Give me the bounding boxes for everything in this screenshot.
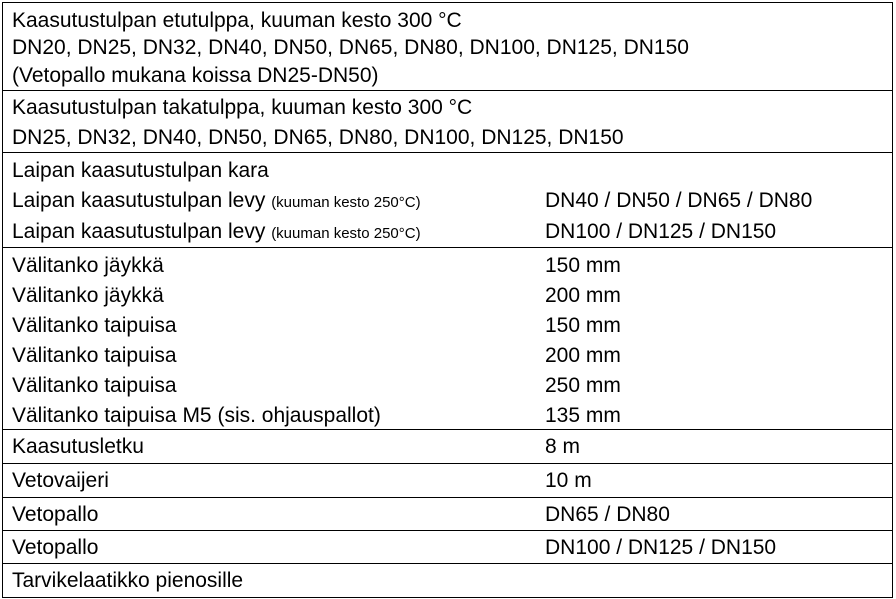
section-accessory-box — [2, 563, 893, 598]
section-pull-ball-small — [2, 497, 893, 531]
table-row-label: Vetopallo — [12, 503, 99, 526]
table-row-value: 200 mm — [545, 284, 621, 307]
table-row-value: 250 mm — [545, 374, 621, 397]
table-row-value: DN65 / DN80 — [545, 503, 670, 526]
table-row-value: DN100 / DN125 / DN150 — [545, 220, 777, 243]
table-row-label: Laipan kaasutustulpan kara — [12, 159, 269, 182]
section-line: DN25, DN32, DN40, DN50, DN65, DN80, DN100, DN125, DN150 — [12, 126, 624, 149]
table-row-value: DN100 / DN125 / DN150 — [545, 536, 777, 559]
row-label-text: Laipan kaasutustulpan levy — [12, 220, 266, 243]
section-extension-rods — [2, 247, 893, 430]
table-row-label: Välitanko taipuisa — [12, 344, 177, 367]
table-row-label: Kaasutusletku — [12, 435, 144, 458]
table-row-label: Välitanko taipuisa — [12, 374, 177, 397]
section-line: Kaasutustulpan etutulppa, kuuman kesto 300 °C — [12, 9, 462, 32]
section-pull-wire — [2, 463, 893, 498]
table-row-label: Välitanko jäykkä — [12, 284, 164, 307]
section-front-plug — [2, 2, 893, 91]
section-rear-plug — [2, 90, 893, 153]
table-row-label: Välitanko taipuisa — [12, 314, 177, 337]
table-row-label: Vetopallo — [12, 536, 99, 559]
section-pull-ball-large — [2, 530, 893, 564]
table-row-value: DN40 / DN50 / DN65 / DN80 — [545, 189, 813, 212]
table-row-label — [12, 219, 421, 247]
table-row-value: 135 mm — [545, 404, 621, 427]
table-row-label: Tarvikelaatikko pienosille — [12, 569, 244, 592]
table-row-value: 10 m — [545, 469, 592, 492]
section-flange-plug — [2, 152, 893, 248]
table-row-label: Välitanko taipuisa M5 (sis. ohjauspallot) — [12, 404, 381, 427]
section-line: Kaasutustulpan takatulppa, kuuman kesto 300 °C — [12, 96, 473, 119]
section-gas-hose — [2, 429, 893, 464]
table-row-label: Vetovaijeri — [12, 469, 109, 492]
table-row-label — [12, 188, 421, 216]
row-label-text: Laipan kaasutustulpan levy — [12, 189, 266, 212]
section-line: DN20, DN25, DN32, DN40, DN50, DN65, DN80, DN100, DN125, DN150 — [12, 36, 689, 59]
table-row-value: 150 mm — [545, 314, 621, 337]
table-row-value: 150 mm — [545, 254, 621, 277]
section-line: (Vetopallo mukana koissa DN25-DN50) — [12, 64, 379, 87]
row-label-note: (kuuman kesto 250°C) — [271, 225, 421, 242]
table-row-value: 200 mm — [545, 344, 621, 367]
table-row-label: Välitanko jäykkä — [12, 254, 164, 277]
row-label-note: (kuuman kesto 250°C) — [271, 194, 421, 211]
table-row-value: 8 m — [545, 435, 581, 458]
